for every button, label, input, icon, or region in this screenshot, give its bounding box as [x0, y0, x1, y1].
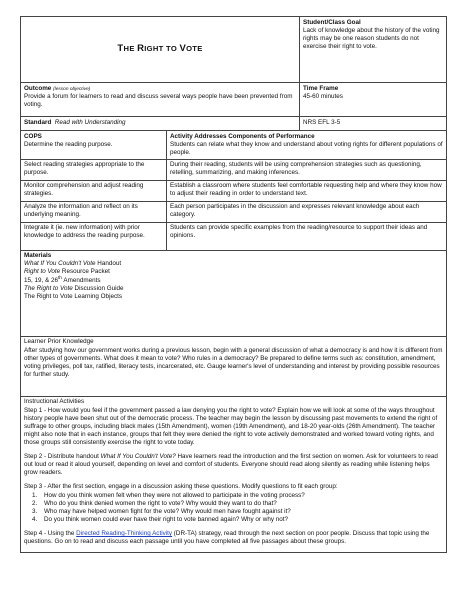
material-item: The Right to Vote Learning Objects: [24, 293, 123, 301]
step-4: Step 4 - Using the Directed Reading-Thinking Activity (DR-TA) strategy, read through the next section on poor people. Discuss that topic using the questions. Go on to read and discuss each passage until you have completed all five passages about these groups.: [24, 530, 430, 546]
time-frame-cell: [300, 83, 447, 117]
goal-cell: [300, 17, 447, 83]
cops-header-cell: [21, 131, 167, 160]
instructional-label: Instructional Activities: [24, 398, 85, 406]
activity-header-cell: [167, 131, 447, 160]
prior-knowledge-text: After studying how our government works during a previous lesson, begin with a general discussion of what a democracy is and how it is different from other types of governments. What does it mean to vote? Who rules in a democracy? Be prepared to define terms such as: constitution, amendment, voting privileges, poll tax, ratified, literacy tests, incarcerated, etc. Gauge learner's level of understanding and interest by providing possible resources for further study.: [24, 346, 443, 378]
outcome-label: Outcome: [24, 84, 52, 92]
activity-cell: Each person participates in the discussion and expresses relevant knowledge about each category.: [167, 201, 447, 222]
activity-cell: During their reading, students will be using comprehension strategies such as questioning, retelling, summarizing, and making inferences.: [167, 159, 447, 180]
cop-cell: Integrate it (ie. new information) with prior knowledge to address the reading purpose.: [21, 222, 167, 250]
cop-cell: Analyze the information and reflect on its underlying meaning.: [21, 201, 167, 222]
list-item: 1. How do you think women felt when they were not allowed to participate in the voting process?: [32, 492, 305, 500]
goal-text: Lack of knowledge about the history of the voting rights may be one reason students do not exercise their right to vote.: [303, 26, 440, 50]
activity-sub: Students can relate what they know and understand about voting rights for different populations of people.: [170, 140, 443, 156]
material-item: What If You Couldn't Vote Handout: [24, 260, 122, 268]
outcome-text: Provide a forum for learners to read and discuss several ways people have been prevented from voting.: [24, 92, 293, 108]
activity-cell: Establish a classroom where students feel comfortable requesting help and where they know how to adjust their reading in order to understand text.: [167, 180, 447, 201]
goal-label: Student/Class Goal: [303, 18, 361, 26]
materials-label: Materials: [24, 252, 52, 260]
material-item: Right to Vote Resource Packet: [24, 268, 110, 276]
question-list: [24, 492, 443, 524]
list-item: 4. Do you think women could ever have their right to vote banned again? Why or why not?: [32, 516, 288, 524]
time-frame-value: 45-60 minutes: [303, 92, 343, 100]
list-item: 3. Who may have helped women fight for the vote? Why would men have fought against it?: [32, 508, 291, 516]
cop-cell: Monitor comprehension and adjust reading strategies.: [21, 180, 167, 201]
cop-cell: Select reading strategies appropriate to the purpose.: [21, 159, 167, 180]
standard-cell: [21, 117, 300, 131]
outcome-note: (lesson objective): [53, 86, 91, 92]
standard-label: Standard: [24, 118, 52, 126]
cops-sub: Determine the reading purpose.: [24, 140, 113, 148]
step-1: Step 1 - How would you feel if the government passed a law denying you the right to vote? Explain how we will look at some of the ways throughout history people have been shut out of the democratic process. The teacher may begin the lesson by discussing past movements to extend the right of suffrage to other groups, including black males (15th Amendment), women (19th Amendment), and 18-20 year-olds (26th Amendment). The teacher might also note that in each instance, groups that felt they were denied the right to vote actively demonstrated and worked toward voting rights, and those groups still consistently exercise the right to vote today.: [24, 406, 438, 446]
outcome-cell: [21, 83, 300, 117]
step-3: Step 3 - After the first section, engage in a discussion asking these questions. Modify questions to fit each group:: [24, 483, 338, 491]
prior-knowledge-cell: [21, 336, 447, 396]
time-frame-label: Time Frame: [303, 84, 339, 92]
lesson-plan-page: [20, 16, 446, 553]
page-title: THE RIGHT TO VOTE: [21, 17, 300, 83]
activity-cell: Students can provide specific examples from the reading/resource to support their ideas and opinions.: [167, 222, 447, 250]
materials-cell: [21, 250, 447, 336]
prior-knowledge-label: Learner Prior Knowledge: [24, 338, 94, 346]
list-item: 2. Who do you think denied women the right to vote? Why would they want to do that?: [32, 500, 277, 508]
step-2: Step 2 - Distribute handout What If You Couldn't Vote? Have learners read the introduction and the first section on women. Ask for volunteers to read out loud or read it aloud yourself, depending on level and comfort of students. Everyone should read along silently as reading while listening helps grow readers.: [24, 452, 438, 477]
cops-header: COPS: [24, 132, 42, 140]
standard-code: NRS EFL 3-5: [300, 117, 447, 131]
drta-link[interactable]: Directed Reading-Thinking Activity: [76, 530, 173, 538]
lesson-plan-table: [20, 16, 447, 553]
activity-header: Activity Addresses Components of Performance: [170, 132, 315, 140]
material-item: 15, 19, & 26th Amendments: [24, 276, 101, 285]
standard-value: Read with Understanding: [54, 118, 126, 126]
material-item: The Right to Vote Discussion Guide: [24, 285, 124, 293]
instructional-cell: [21, 396, 447, 553]
